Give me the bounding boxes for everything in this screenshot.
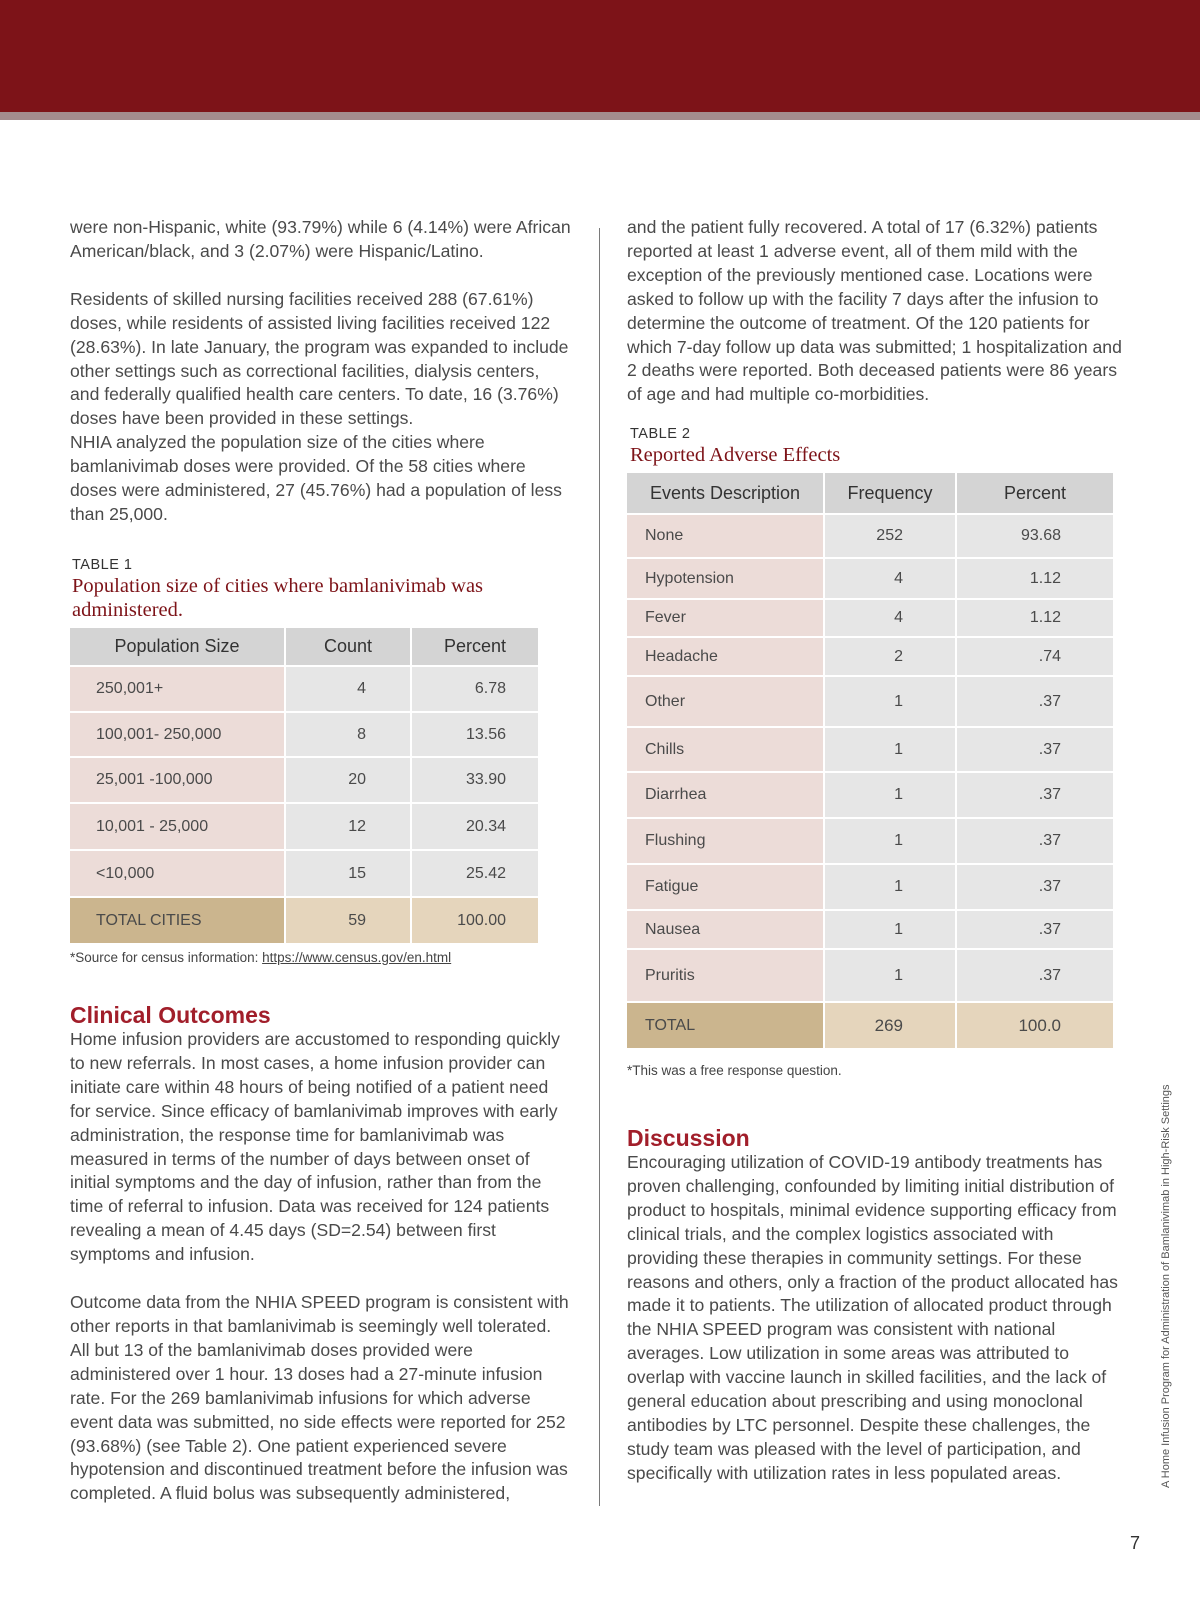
table1-label: TABLE 1 [72, 557, 133, 573]
table-row [627, 638, 1113, 675]
table-row [627, 600, 1113, 636]
table-row [627, 728, 1113, 771]
table-row [627, 865, 1113, 909]
page-number: 7 [1130, 1533, 1141, 1553]
cell-percent: 13.56 [412, 713, 538, 756]
cell-event: Other [627, 677, 823, 726]
cell-percent: 6.78 [412, 667, 538, 711]
cell-frequency: 1 [825, 950, 955, 1001]
cell-count: 4 [286, 667, 410, 711]
table2 [625, 471, 1115, 1050]
table-header-row [627, 473, 1113, 513]
cell-percent: .37 [957, 819, 1113, 863]
cell-total-count: 59 [286, 898, 410, 943]
cell-population-size: 100,001- 250,000 [70, 713, 284, 756]
table-total-row [70, 898, 538, 943]
cell-percent: .37 [957, 728, 1113, 771]
left-column [70, 216, 572, 527]
section-heading-discussion: Discussion [627, 1125, 750, 1151]
cell-event: Nausea [627, 911, 823, 948]
cell-event: Diarrhea [627, 773, 823, 817]
cell-total-label: TOTAL CITIES [70, 898, 284, 943]
table1-title: Population size of cities where bamlanivimab was administered. [72, 575, 484, 621]
cell-count: 15 [286, 851, 410, 896]
footnote-text: *Source for census information: [70, 950, 263, 965]
cell-event: Fatigue [627, 865, 823, 909]
right-column [627, 216, 1127, 407]
column-header: Events Description [627, 473, 823, 513]
paragraph-response-time: Home infusion providers are accustomed to responding quickly to new referrals. In most cases, a home infusion provider can initiate care within 48 hours of being notified of a patient need for service. Since efficacy of bamlanivimab improves with early administration, the response time for bamlanivimab was measured in terms of the number of days between onset of initial symptoms and the day of infusion, rather than from the time of referral to infusion. Data was received for 124 patients revealing a mean of 4.45 days (SD=2.54) between first symptoms and infusion. [70, 1029, 560, 1265]
table-total-row [627, 1003, 1113, 1048]
table-row [70, 758, 538, 802]
running-title: A Home Infusion Program for Administration of Bamlanivimab in High-Risk Settings [1160, 1084, 1172, 1488]
column-header: Population Size [70, 628, 284, 665]
cell-count: 8 [286, 713, 410, 756]
cell-frequency: 2 [825, 638, 955, 675]
cell-event: Headache [627, 638, 823, 675]
column-divider [599, 228, 600, 1506]
column-header: Percent [412, 628, 538, 665]
cell-percent: 1.12 [957, 559, 1113, 598]
cell-event: Pruritis [627, 950, 823, 1001]
paragraph-discussion: Encouraging utilization of COVID-19 antibody treatments has proven challenging, confounded by limiting initial distribution of product to hospitals, minimal evidence supporting efficacy from clinical trials, and the complex logistics associated with providing these therapies in community settings. For these reasons and others, only a fraction of the product allocated has made it to patients. The utilization of allocated product through the NHIA SPEED program was consistent with national averages. Low utilization in some areas was attributed to overlap with vaccine launch in skilled facilities, and the lack of general education about prescribing and using monoclonal antibodies by LTC personnel. Despite these challenges, the study team was pleased with the level of participation, and specifically with utilization rates in less populated areas. [627, 1152, 1118, 1483]
cell-count: 12 [286, 804, 410, 849]
cell-percent: 1.12 [957, 600, 1113, 636]
cell-percent: .37 [957, 865, 1113, 909]
cell-percent: .37 [957, 773, 1113, 817]
cell-frequency: 4 [825, 559, 955, 598]
cell-percent: 20.34 [412, 804, 538, 849]
paragraph-recovery: and the patient fully recovered. A total of 17 (6.32%) patients reported at least 1 adverse event, all of them mild with the exception of the previously mentioned case. Locations were asked to follow up with the facility 7 days after the infusion to determine the outcome of treatment. Of the 120 patients for which 7-day follow up data was submitted; 1 hospitalization and 2 deaths were reported. Both deceased patients were 86 years of age and had multiple co-morbidities. [627, 217, 1122, 405]
section-heading-clinical-outcomes: Clinical Outcomes [70, 1002, 271, 1028]
discussion-section [627, 1125, 1127, 1486]
cell-frequency: 1 [825, 911, 955, 948]
table1 [68, 626, 540, 945]
table2-caption [630, 425, 1070, 467]
cell-event: Fever [627, 600, 823, 636]
table-row [627, 677, 1113, 726]
table-row [627, 950, 1113, 1001]
census-link[interactable]: https://www.census.gov/en.html [262, 950, 452, 965]
table2-footnote: *This was a free response question. [627, 1063, 842, 1078]
cell-frequency: 1 [825, 773, 955, 817]
cell-frequency: 1 [825, 819, 955, 863]
cell-count: 20 [286, 758, 410, 802]
cell-population-size: 25,001 -100,000 [70, 758, 284, 802]
table2-title: Reported Adverse Effects [630, 444, 841, 466]
cell-percent: 33.90 [412, 758, 538, 802]
cell-percent: .37 [957, 950, 1113, 1001]
cell-frequency: 4 [825, 600, 955, 636]
table-header-row [70, 628, 538, 665]
column-header: Frequency [825, 473, 955, 513]
cell-frequency: 1 [825, 865, 955, 909]
paragraph-demographics: were non-Hispanic, white (93.79%) while 6 (4.14%) were African American/black, and 3 (2.07%) were Hispanic/Latino. [70, 217, 571, 261]
cell-population-size: <10,000 [70, 851, 284, 896]
paragraph-outcome-data: Outcome data from the NHIA SPEED program is consistent with other reports in that bamlanivimab is seemingly well tolerated. All but 13 of the bamlanivimab doses provided were administered over 1 hour. 13 doses had a 27-minute infusion rate. For the 269 bamlanivimab infusions for which adverse event data was submitted, no side effects were reported for 252 (93.68%) (see Table 2). One patient experienced severe hypotension and discontinued treatment before the infusion was completed. A fluid bolus was subsequently administered, [70, 1292, 569, 1504]
table-row [627, 773, 1113, 817]
clinical-outcomes-section [70, 1002, 572, 1506]
cell-total-frequency: 269 [825, 1003, 955, 1048]
column-header: Count [286, 628, 410, 665]
cell-total-percent: 100.0 [957, 1003, 1113, 1048]
table-row [627, 515, 1113, 557]
table-row [627, 559, 1113, 598]
table-row [70, 804, 538, 849]
cell-total-percent: 100.00 [412, 898, 538, 943]
cell-percent: .37 [957, 911, 1113, 948]
table1-caption [72, 556, 512, 622]
header-band [0, 0, 1200, 112]
table-row [627, 819, 1113, 863]
cell-event: Hypotension [627, 559, 823, 598]
table-row [70, 851, 538, 896]
cell-percent: .74 [957, 638, 1113, 675]
table-row [70, 713, 538, 756]
cell-event: Chills [627, 728, 823, 771]
header-stripe [0, 112, 1200, 120]
cell-percent: 25.42 [412, 851, 538, 896]
cell-population-size: 250,001+ [70, 667, 284, 711]
cell-total-label: TOTAL [627, 1003, 823, 1048]
table1-footnote [70, 950, 451, 965]
table2-label: TABLE 2 [630, 426, 691, 442]
paragraph-population: NHIA analyzed the population size of the cities where bamlanivimab doses were provided. Of the 58 cities where doses were administered, 27 (45.76%) had a population of less than 25,000. [70, 432, 562, 524]
table-row [70, 667, 538, 711]
cell-percent: .37 [957, 677, 1113, 726]
cell-population-size: 10,001 - 25,000 [70, 804, 284, 849]
cell-event: None [627, 515, 823, 557]
table-row [627, 911, 1113, 948]
cell-frequency: 1 [825, 677, 955, 726]
cell-frequency: 1 [825, 728, 955, 771]
column-header: Percent [957, 473, 1113, 513]
cell-percent: 93.68 [957, 515, 1113, 557]
paragraph-facilities: Residents of skilled nursing facilities received 288 (67.61%) doses, while residents of assisted living facilities received 122 (28.63%). In late January, the program was expanded to include other settings such as correctional facilities, dialysis centers, and federally qualified health care centers. To date, 16 (3.76%) doses have been provided in these settings. [70, 288, 569, 429]
cell-frequency: 252 [825, 515, 955, 557]
cell-event: Flushing [627, 819, 823, 863]
